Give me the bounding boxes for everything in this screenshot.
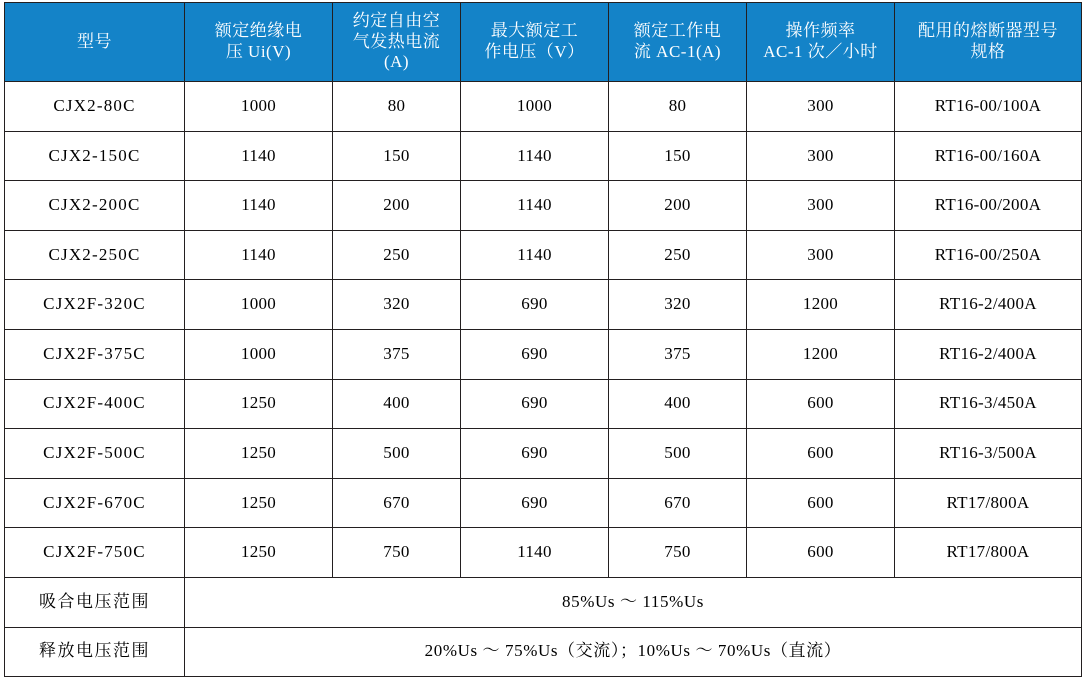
cell-operating-frequency: 1200 xyxy=(747,329,895,379)
cell-operating-frequency: 300 xyxy=(747,181,895,231)
cell-operating-current: 670 xyxy=(609,478,747,528)
cell-insulation-voltage: 1140 xyxy=(185,230,333,280)
column-header-operating-frequency xyxy=(747,3,895,82)
cell-operating-current: 750 xyxy=(609,528,747,578)
cell-model: CJX2-80C xyxy=(5,82,185,132)
cell-max-voltage: 690 xyxy=(461,280,609,330)
header-line: 配用的熔断器型号 xyxy=(918,21,1058,41)
header-line: 型号 xyxy=(77,31,112,51)
cell-operating-frequency: 600 xyxy=(747,379,895,429)
cell-model: CJX2F-500C xyxy=(5,429,185,479)
table-row xyxy=(5,181,1082,231)
table-row xyxy=(5,329,1082,379)
header-line: 规格 xyxy=(970,42,1006,61)
cell-fuse-type: RT17/800A xyxy=(895,478,1082,528)
cell-thermal-current: 670 xyxy=(333,478,461,528)
cell-max-voltage: 690 xyxy=(461,329,609,379)
table-body xyxy=(5,82,1082,677)
cell-fuse-type: RT16-00/250A xyxy=(895,230,1082,280)
cell-pickup-voltage-label: 吸合电压范围 xyxy=(5,577,185,627)
column-header-conventional-free-air-thermal-current xyxy=(333,3,461,82)
table-row-pickup-voltage-range xyxy=(5,577,1082,627)
cell-fuse-type: RT16-00/160A xyxy=(895,131,1082,181)
cell-insulation-voltage: 1000 xyxy=(185,82,333,132)
cell-max-voltage: 690 xyxy=(461,478,609,528)
header-line: 作电压（V） xyxy=(484,42,585,61)
cell-fuse-type: RT16-00/100A xyxy=(895,82,1082,132)
cell-dropout-voltage-label: 释放电压范围 xyxy=(5,627,185,677)
cell-insulation-voltage: 1250 xyxy=(185,379,333,429)
table-row xyxy=(5,82,1082,132)
cell-operating-current: 80 xyxy=(609,82,747,132)
cell-operating-frequency: 600 xyxy=(747,528,895,578)
cell-operating-current: 150 xyxy=(609,131,747,181)
cell-dropout-voltage-value: 20%Us ～ 75%Us（交流）；10%Us ～ 70%Us（直流） xyxy=(185,627,1082,677)
cell-model: CJX2F-320C xyxy=(5,280,185,330)
cell-operating-frequency: 300 xyxy=(747,131,895,181)
cell-thermal-current: 375 xyxy=(333,329,461,379)
cell-insulation-voltage: 1000 xyxy=(185,280,333,330)
cell-max-voltage: 690 xyxy=(461,379,609,429)
table-row xyxy=(5,280,1082,330)
table-row xyxy=(5,379,1082,429)
cell-operating-current: 320 xyxy=(609,280,747,330)
cell-operating-frequency: 300 xyxy=(747,82,895,132)
header-line: 流 AC-1(A) xyxy=(633,42,722,61)
cell-thermal-current: 400 xyxy=(333,379,461,429)
cell-thermal-current: 500 xyxy=(333,429,461,479)
cell-fuse-type: RT16-2/400A xyxy=(895,280,1082,330)
table-row xyxy=(5,131,1082,181)
cell-model: CJX2-250C xyxy=(5,230,185,280)
cell-thermal-current: 750 xyxy=(333,528,461,578)
cell-max-voltage: 1140 xyxy=(461,528,609,578)
cell-model: CJX2F-750C xyxy=(5,528,185,578)
header-line: 气发热电流 xyxy=(352,31,441,51)
cell-insulation-voltage: 1000 xyxy=(185,329,333,379)
cell-operating-current: 200 xyxy=(609,181,747,231)
cell-operating-frequency: 300 xyxy=(747,230,895,280)
cell-max-voltage: 1140 xyxy=(461,181,609,231)
cell-operating-current: 250 xyxy=(609,230,747,280)
cell-max-voltage: 1140 xyxy=(461,131,609,181)
header-line: AC-1 次／小时 xyxy=(763,42,878,61)
specification-table xyxy=(4,2,1082,677)
table-header xyxy=(5,3,1082,82)
header-line: 操作频率 xyxy=(785,21,856,41)
cell-model: CJX2F-375C xyxy=(5,329,185,379)
header-line: (A) xyxy=(383,52,410,72)
cell-operating-current: 400 xyxy=(609,379,747,429)
column-header-rated-operating-current xyxy=(609,3,747,82)
header-line: 约定自由空 xyxy=(352,10,441,30)
column-header-max-rated-operating-voltage xyxy=(461,3,609,82)
cell-insulation-voltage: 1250 xyxy=(185,429,333,479)
column-header-matched-fuse-type xyxy=(895,3,1082,82)
column-header-rated-insulation-voltage xyxy=(185,3,333,82)
cell-thermal-current: 200 xyxy=(333,181,461,231)
cell-operating-current: 375 xyxy=(609,329,747,379)
cell-insulation-voltage: 1140 xyxy=(185,131,333,181)
cell-thermal-current: 150 xyxy=(333,131,461,181)
cell-model: CJX2F-670C xyxy=(5,478,185,528)
cell-operating-current: 500 xyxy=(609,429,747,479)
table-row xyxy=(5,230,1082,280)
cell-max-voltage: 1000 xyxy=(461,82,609,132)
cell-fuse-type: RT16-3/450A xyxy=(895,379,1082,429)
cell-max-voltage: 1140 xyxy=(461,230,609,280)
cell-thermal-current: 80 xyxy=(333,82,461,132)
cell-operating-frequency: 600 xyxy=(747,429,895,479)
cell-insulation-voltage: 1250 xyxy=(185,478,333,528)
cell-insulation-voltage: 1250 xyxy=(185,528,333,578)
column-header-model xyxy=(5,3,185,82)
cell-thermal-current: 250 xyxy=(333,230,461,280)
cell-fuse-type: RT17/800A xyxy=(895,528,1082,578)
header-line: 最大额定工 xyxy=(490,21,579,41)
cell-fuse-type: RT16-2/400A xyxy=(895,329,1082,379)
cell-insulation-voltage: 1140 xyxy=(185,181,333,231)
header-line: 压 Ui(V) xyxy=(225,42,292,61)
table-row xyxy=(5,429,1082,479)
cell-max-voltage: 690 xyxy=(461,429,609,479)
cell-model: CJX2-200C xyxy=(5,181,185,231)
header-line: 额定绝缘电 xyxy=(214,21,303,41)
header-line: 额定工作电 xyxy=(633,21,722,41)
cell-thermal-current: 320 xyxy=(333,280,461,330)
cell-operating-frequency: 1200 xyxy=(747,280,895,330)
table-row-dropout-voltage-range xyxy=(5,627,1082,677)
cell-pickup-voltage-value: 85%Us ～ 115%Us xyxy=(185,577,1082,627)
cell-model: CJX2-150C xyxy=(5,131,185,181)
header-row xyxy=(5,3,1082,82)
table-row xyxy=(5,528,1082,578)
table-row xyxy=(5,478,1082,528)
cell-operating-frequency: 600 xyxy=(747,478,895,528)
cell-model: CJX2F-400C xyxy=(5,379,185,429)
cell-fuse-type: RT16-3/500A xyxy=(895,429,1082,479)
cell-fuse-type: RT16-00/200A xyxy=(895,181,1082,231)
